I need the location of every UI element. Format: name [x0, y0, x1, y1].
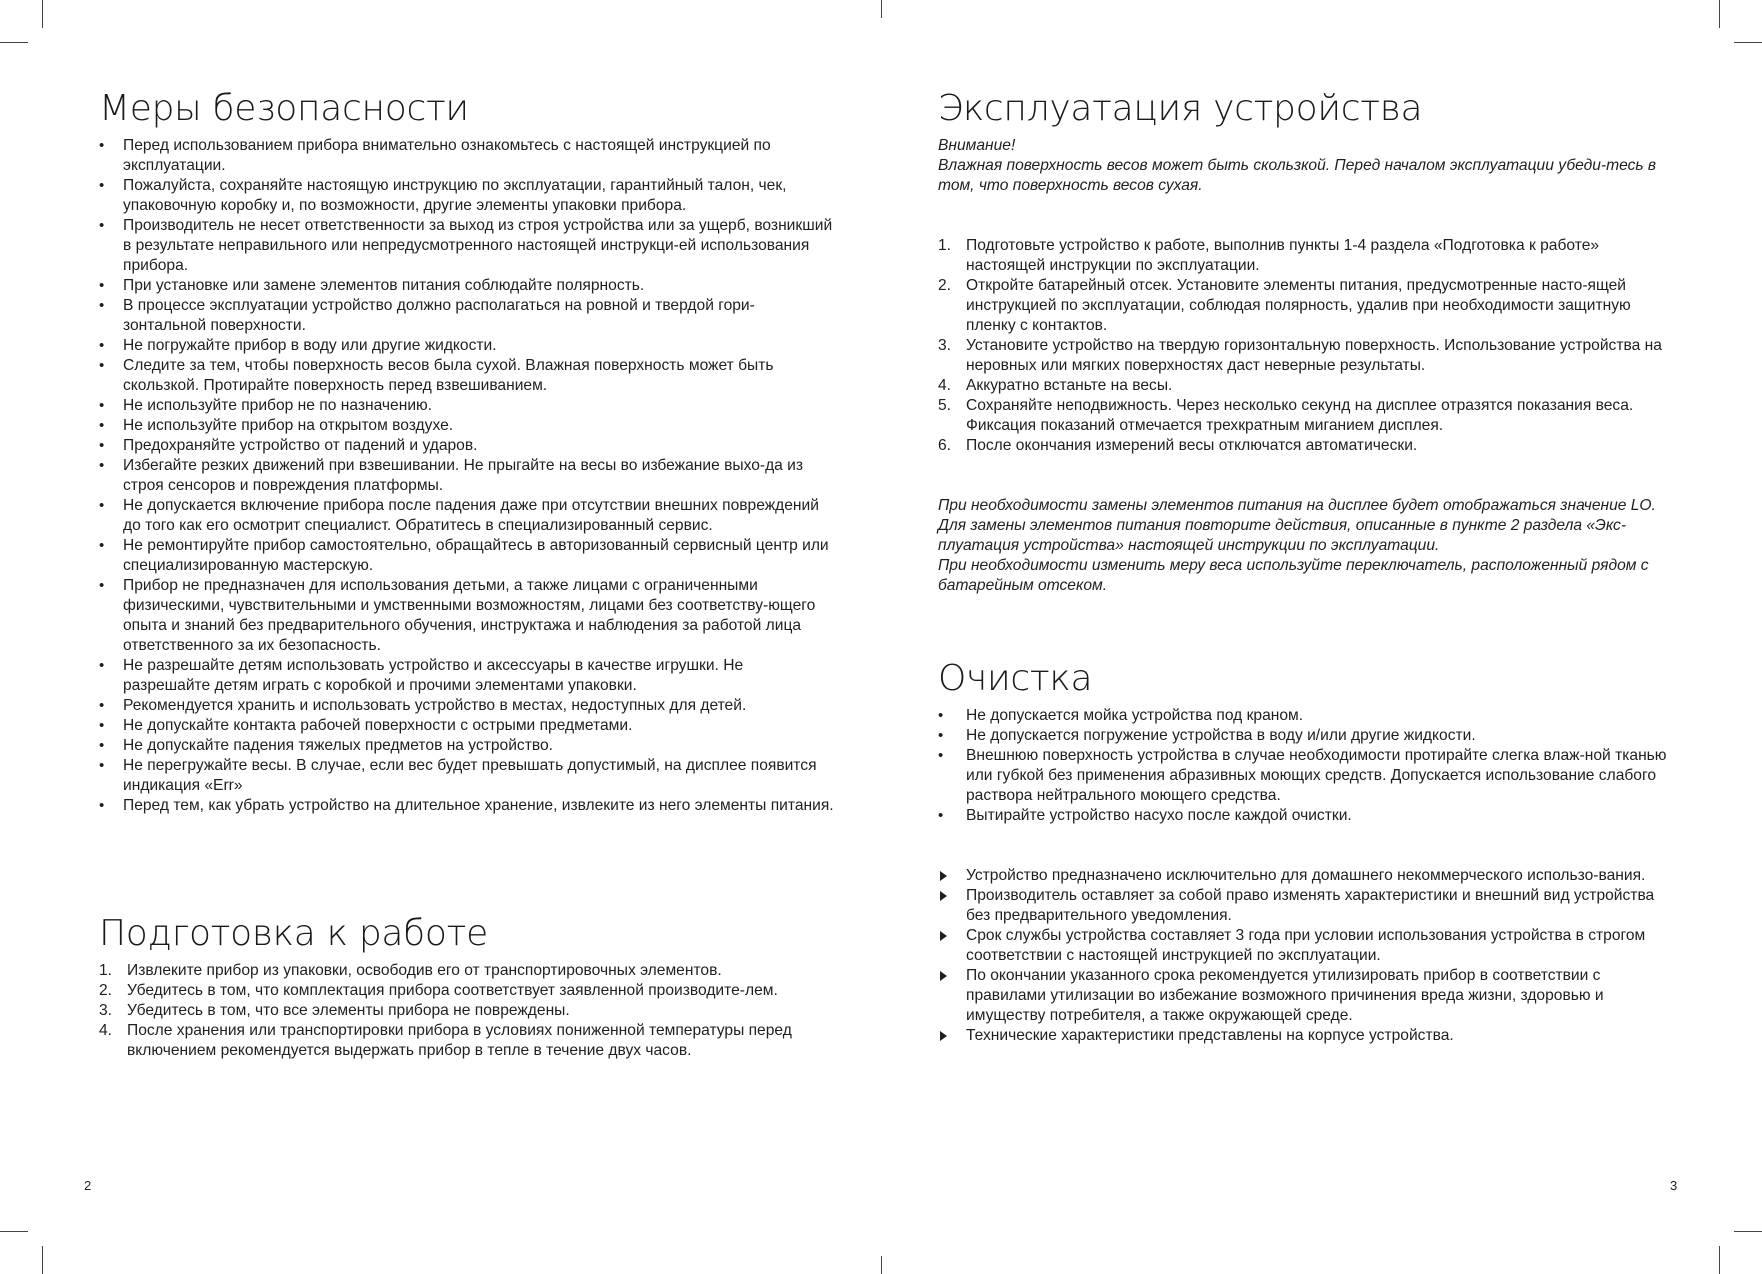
list-item: • Рекомендуется хранить и использовать устройство в местах, недоступных для детей. [99, 696, 834, 716]
prep-title: Подготовка к работе [99, 913, 488, 954]
crop-mark [1719, 0, 1720, 28]
list-item: • Не разрешайте детям использовать устройство и аксессуары в качестве игрушки. Не разрешайте детям играть с коробкой и прочими элементами упаковки. [99, 656, 834, 696]
list-item [938, 336, 1668, 376]
item-text: Сохраняйте неподвижность. Через несколько секунд на дисплее отразятся показания веса. Фиксация показаний отмечается трехкратным миганием дисплея. [966, 397, 1634, 434]
crop-mark [1719, 1246, 1720, 1274]
list-item [938, 436, 1668, 456]
list-item [99, 1001, 834, 1021]
list-item: • Перед использованием прибора внимательно ознакомьтесь с настоящей инструкцией по эксплуатации. [99, 136, 834, 176]
list-item: • Не перегружайте весы. В случае, если вес будет превышать допустимый, на дисплее появится индикация «Err» [99, 756, 834, 796]
safety-section [99, 88, 834, 816]
list-item: • Не допускается погружение устройства в воду и/или другие жидкости. [938, 726, 1668, 746]
list-item: Технические характеристики представлены на корпусе устройства. [938, 1026, 1668, 1046]
list-item: • Не допускайте контакта рабочей поверхности с острыми предметами. [99, 716, 834, 736]
list-item: • Следите за тем, чтобы поверхность весов была сухой. Влажная поверхность может быть скользкой. Протирайте поверхность перед взвешиванием. [99, 356, 834, 396]
item-text: Откройте батарейный отсек. Установите элементы питания, предусмотренные насто-ящей инструкцией по эксплуатации, соблюдая полярность, удалив при необходимости защитную пленку с контактов. [966, 277, 1631, 334]
list-item: • При установке или замене элементов питания соблюдайте полярность. [99, 276, 834, 296]
item-number: 3. [938, 337, 952, 354]
crop-mark [881, 1256, 882, 1274]
info-list [938, 866, 1668, 1046]
item-text: Установите устройство на твердую горизонтальную поверхность. Использование устройства на неровных или мягких поверхностях даст неверные результаты. [966, 337, 1662, 374]
list-item: • Перед тем, как убрать устройство на длительное хранение, извлеките из него элементы питания. [99, 796, 834, 816]
list-item [99, 1021, 834, 1061]
list-item: • Внешнюю поверхность устройства в случае необходимости протирайте слегка влаж-ной тканью или губкой без применения абразивных моющих средств. Допускается использование слабого раствора нейтрального моющего средства. [938, 746, 1668, 806]
warning-text: Влажная поверхность весов может быть скользкой. Перед началом эксплуатации убеди-тесь в том, что поверхность весов сухая. [938, 157, 1657, 194]
list-item: • Прибор не предназначен для использования детьми, а также лицами с ограниченными физическими, чувствительными и умственными возможностям, лицами без соответству-ющего опыта и знаний без предварительного обучения, инструктажа и наблюдения за работой лица ответственного за их безопасность. [99, 576, 834, 656]
note-text: При необходимости замены элементов питания на дисплее будет отображаться значение LO. [938, 497, 1656, 514]
operation-steps [938, 236, 1668, 456]
list-item [938, 396, 1668, 436]
item-text: После хранения или транспортировки прибора в условиях пониженной температуры перед включением рекомендуется выдержать прибор в тепле в течение двух часов. [127, 1022, 792, 1059]
item-number: 4. [938, 377, 952, 394]
page-number-right: 3 [1670, 1178, 1678, 1193]
item-number: 2. [99, 982, 113, 999]
list-item: Срок службы устройства составляет 3 года при условии использования устройства в строгом соответствии с настоящей инструкцией по эксплуатации. [938, 926, 1668, 966]
item-text: Убедитесь в том, что все элементы прибора не повреждены. [127, 1002, 570, 1019]
prep-section [99, 913, 834, 1061]
crop-mark [881, 0, 882, 18]
crop-mark [1734, 1231, 1762, 1232]
list-item: • Не допускается включение прибора после падения даже при отсутствии внешних повреждений до того как его осмотрит специалист. Обратитесь в специализированный сервис. [99, 496, 834, 536]
crop-mark [0, 1231, 28, 1232]
cleaning-section [938, 658, 1668, 1046]
warning-label: Внимание! [938, 137, 1016, 154]
item-text: Убедитесь в том, что комплектация прибора соответствует заявленной производите-лем. [127, 982, 778, 999]
list-item: • Не используйте прибор на открытом воздухе. [99, 416, 834, 436]
left-page [99, 88, 834, 816]
item-text: После окончания измерений весы отключатся автоматически. [966, 437, 1418, 454]
crop-mark [0, 42, 28, 43]
list-item: • Предохраняйте устройство от падений и ударов. [99, 436, 834, 456]
note-text: При необходимости изменить меру веса используйте переключатель, расположенный рядом с батарейным отсеком. [938, 557, 1649, 594]
operation-notes [938, 496, 1668, 596]
list-item: • Вытирайте устройство насухо после каждой очистки. [938, 806, 1668, 826]
page-number-left: 2 [84, 1178, 92, 1193]
item-number: 6. [938, 437, 952, 454]
item-number: 2. [938, 277, 952, 294]
list-item: Производитель оставляет за собой право изменять характеристики и внешний вид устройства без предварительного уведомления. [938, 886, 1668, 926]
list-item [99, 961, 834, 981]
list-item: • Избегайте резких движений при взвешивании. Не прыгайте на весы во избежание выхо-да из строя сенсоров и повреждения платформы. [99, 456, 834, 496]
item-text: Аккуратно встаньте на весы. [966, 377, 1173, 394]
list-item: • Не погружайте прибор в воду или другие жидкости. [99, 336, 834, 356]
operation-title: Эксплуатация устройства [938, 88, 1423, 129]
list-item: • Не ремонтируйте прибор самостоятельно, обращайтесь в авторизованный сервисный центр или специализированную мастерскую. [99, 536, 834, 576]
item-number: 3. [99, 1002, 113, 1019]
safety-list [99, 136, 834, 816]
list-item: • В процессе эксплуатации устройство должно располагаться на ровной и твердой гори-зонтальной поверхности. [99, 296, 834, 336]
list-item: • Не допускается мойка устройства под краном. [938, 706, 1668, 726]
cleaning-title: Очистка [938, 658, 1093, 699]
list-item [938, 276, 1668, 336]
list-item: • Не допускайте падения тяжелых предметов на устройство. [99, 736, 834, 756]
item-text: Извлеките прибор из упаковки, освободив его от транспортировочных элементов. [127, 962, 722, 979]
item-number: 5. [938, 397, 952, 414]
crop-mark [1734, 42, 1762, 43]
list-item [938, 236, 1668, 276]
prep-list [99, 961, 834, 1061]
safety-title: Меры безопасности [99, 88, 469, 129]
crop-mark [42, 1246, 43, 1274]
list-item: • Не используйте прибор не по назначению. [99, 396, 834, 416]
list-item [938, 376, 1668, 396]
right-page [938, 88, 1668, 596]
crop-mark [42, 0, 43, 28]
list-item: • Производитель не несет ответственности за выход из строя устройства или за ущерб, возникший в результате неправильного или непредусмотренного настоящей инструкци-ей использования прибора. [99, 216, 834, 276]
list-item: • Пожалуйста, сохраняйте настоящую инструкцию по эксплуатации, гарантийный талон, чек, упаковочную коробку и, по возможности, другие элементы упаковки прибора. [99, 176, 834, 216]
cleaning-list [938, 706, 1668, 826]
list-item [99, 981, 834, 1001]
list-item: Устройство предназначено исключительно для домашнего некоммерческого использо-вания. [938, 866, 1668, 886]
item-number: 1. [99, 962, 113, 979]
item-text: Подготовьте устройство к работе, выполнив пункты 1-4 раздела «Подготовка к работе» настоящей инструкции по эксплуатации. [966, 237, 1600, 274]
item-number: 4. [99, 1022, 113, 1039]
list-item: По окончании указанного срока рекомендуется утилизировать прибор в соответствии с правилами утилизации во избежание возможного причинения вреда жизни, здоровью и имуществу потребителя, а также окружающей среде. [938, 966, 1668, 1026]
item-number: 1. [938, 237, 952, 254]
operation-section [938, 88, 1668, 596]
note-text: Для замены элементов питания повторите действия, описанные в пункте 2 раздела «Экс-плуатация устройства» настоящей инструкции по эксплуатации. [938, 517, 1627, 554]
